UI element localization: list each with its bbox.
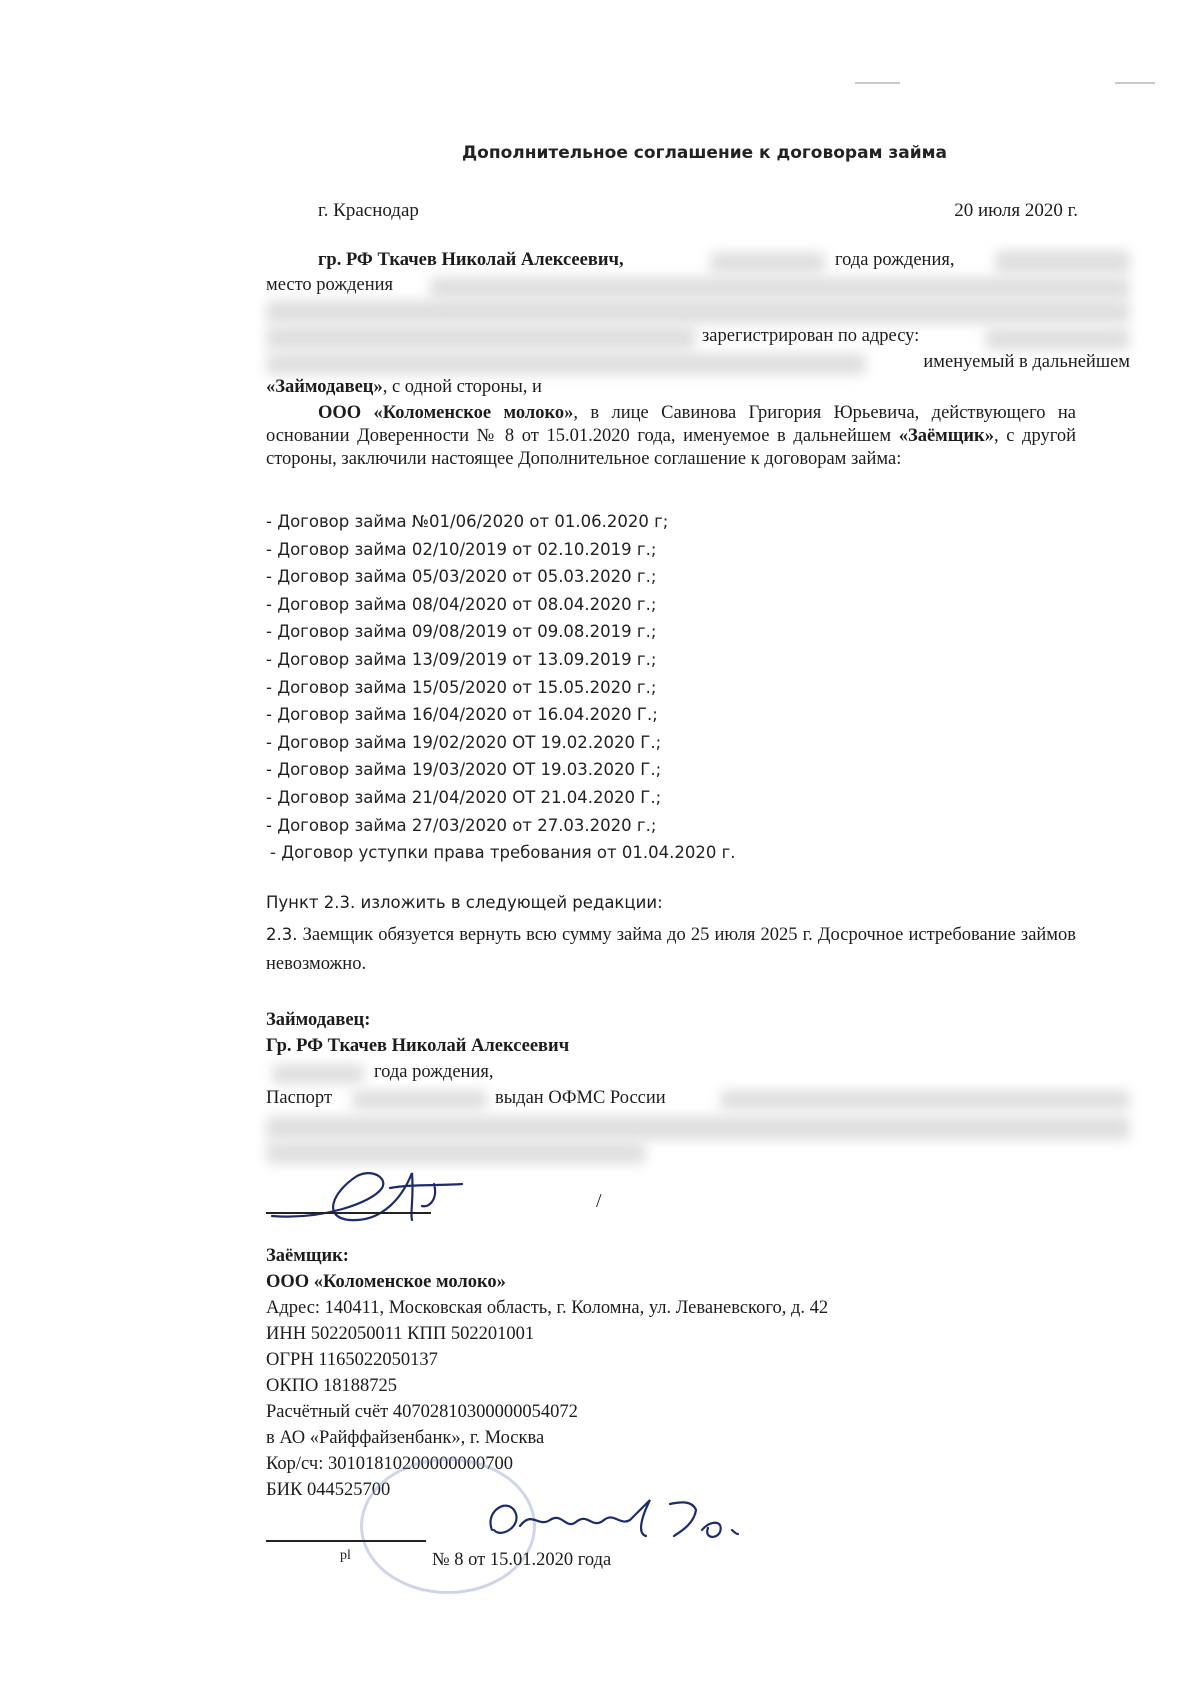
borrower-text-tail: , с другой стороны, заключили настоящее Дополнительное соглашение к договорам займа: <box>266 426 1076 469</box>
scan-artifact <box>1115 82 1155 84</box>
place-of-signing: г. Краснодар <box>318 200 419 221</box>
list-item: - Договор займа 02/10/2019 от 02.10.2019 г.; <box>266 539 657 559</box>
redacted-field <box>995 250 1130 274</box>
redacted-passport-number <box>352 1090 487 1110</box>
borrower-corr-account: Кор/сч: 30101810200000000700 <box>266 1454 513 1474</box>
birthplace-label: место рождения <box>266 275 394 295</box>
redacted-birthdate <box>272 1064 364 1084</box>
redacted-birthdate <box>710 252 825 274</box>
scan-artifact <box>855 82 900 84</box>
list-item: - Договор займа 09/08/2019 от 09.08.2019 г.; <box>266 622 657 642</box>
document-date: 20 июля 2020 г. <box>954 200 1078 221</box>
list-item: - Договор займа 16/04/2020 от 16.04.2020 Г.; <box>266 705 658 725</box>
clause-body: Заемщик обязуется вернуть всю сумму займа до 25 июля 2025 г. Досрочное истребование займов невозможно. <box>266 925 1077 974</box>
list-item: - Договор займа 21/04/2020 ОТ 21.04.2020 Г.; <box>266 787 662 807</box>
borrower-role: «Заёмщик» <box>898 426 994 446</box>
clause-heading: Пункт 2.3. изложить в следующей редакции: <box>266 893 663 912</box>
contract-list <box>266 508 735 867</box>
redacted-passport-details <box>266 326 696 350</box>
borrower-signature <box>480 1490 760 1550</box>
lender-role-line <box>266 377 542 398</box>
borrower-paragraph <box>266 402 1076 471</box>
list-item: - Договор займа 15/05/2020 от 15.05.2020 г.; <box>266 677 657 697</box>
borrower-ogrn: ОГРН 1165022050137 <box>266 1350 438 1370</box>
redacted-passport-issuer <box>266 1116 1130 1140</box>
list-item: - Договор займа 27/03/2020 от 27.03.2020 г.; <box>266 815 657 835</box>
borrower-inn: ИНН 5022050011 КПП 502201001 <box>266 1324 535 1344</box>
borrower-account: Расчётный счёт 40702810300000054072 <box>266 1402 578 1422</box>
redacted-passport-details <box>266 300 1130 324</box>
list-item: - Договор займа 05/03/2020 от 05.03.2020 г.; <box>266 567 657 587</box>
signature-slash: / <box>596 1190 602 1212</box>
lender-signature-line <box>266 1212 431 1214</box>
list-item: - Договор займа №01/06/2020 от 01.06.2020 г; <box>266 512 669 531</box>
redacted-address <box>985 328 1130 350</box>
lender-signature <box>262 1158 492 1228</box>
lender-block-name: Гр. РФ Ткачев Николай Алексеевич <box>266 1036 570 1056</box>
borrower-block-title: Заёмщик: <box>266 1246 349 1266</box>
borrower-bank: в АО «Райффайзенбанк», г. Москва <box>266 1428 545 1448</box>
borrower-name: ООО «Коломенское молоко» <box>318 403 574 423</box>
borrower-block-name: ООО «Коломенское молоко» <box>266 1272 506 1292</box>
borrower-bik: БИК 044525700 <box>266 1480 391 1500</box>
lender-role: «Займодавец» <box>266 377 383 397</box>
lender-block-title: Займодавец: <box>266 1010 371 1030</box>
signatory-initials: pl <box>340 1548 351 1563</box>
list-item: - Договор займа 19/02/2020 ОТ 19.02.2020 Г.; <box>266 732 662 752</box>
clause-text <box>266 920 1076 979</box>
lender-name: гр. РФ Ткачев Николай Алексеевич, <box>318 250 624 270</box>
borrower-okpo: ОКПО 18188725 <box>266 1376 398 1396</box>
redacted-address <box>266 353 866 375</box>
borrower-signature-line <box>266 1540 426 1542</box>
list-item: - Договор уступки права требования от 01.04.2020 г. <box>270 843 736 863</box>
birth-year-label: года рождения, <box>835 250 955 270</box>
passport-issued-by: выдан ОФМС России <box>495 1088 666 1108</box>
lender-role-tail: , с одной стороны, и <box>382 377 542 397</box>
clause-number: 2.3. <box>266 925 298 944</box>
borrower-address: Адрес: 140411, Московская область, г. Коломна, ул. Леваневского, д. 42 <box>266 1298 829 1318</box>
redacted-passport-issuer <box>720 1090 1130 1110</box>
redacted-birthplace <box>430 277 1130 299</box>
registration-label: зарегистрирован по адресу: <box>702 326 920 346</box>
list-item: - Договор займа 13/09/2019 от 13.09.2019 г.; <box>266 649 657 669</box>
borrower-text: , в лице Савинова Григория Юрьевича, действующего на основании Доверенности № 8 от 15.01.2020 года, именуемое в дальнейшем <box>266 403 1076 446</box>
list-item: - Договор займа 19/03/2020 ОТ 19.03.2020 Г.; <box>266 760 662 780</box>
passport-label: Паспорт <box>266 1088 333 1108</box>
power-of-attorney-ref: № 8 от 15.01.2020 года <box>432 1550 612 1570</box>
lender-block-birth: года рождения, <box>374 1062 494 1082</box>
document-title: Дополнительное соглашение к договорам займа <box>462 143 948 163</box>
hereinafter-label: именуемый в дальнейшем <box>923 352 1130 372</box>
list-item: - Договор займа 08/04/2020 от 08.04.2020 г.; <box>266 594 657 614</box>
